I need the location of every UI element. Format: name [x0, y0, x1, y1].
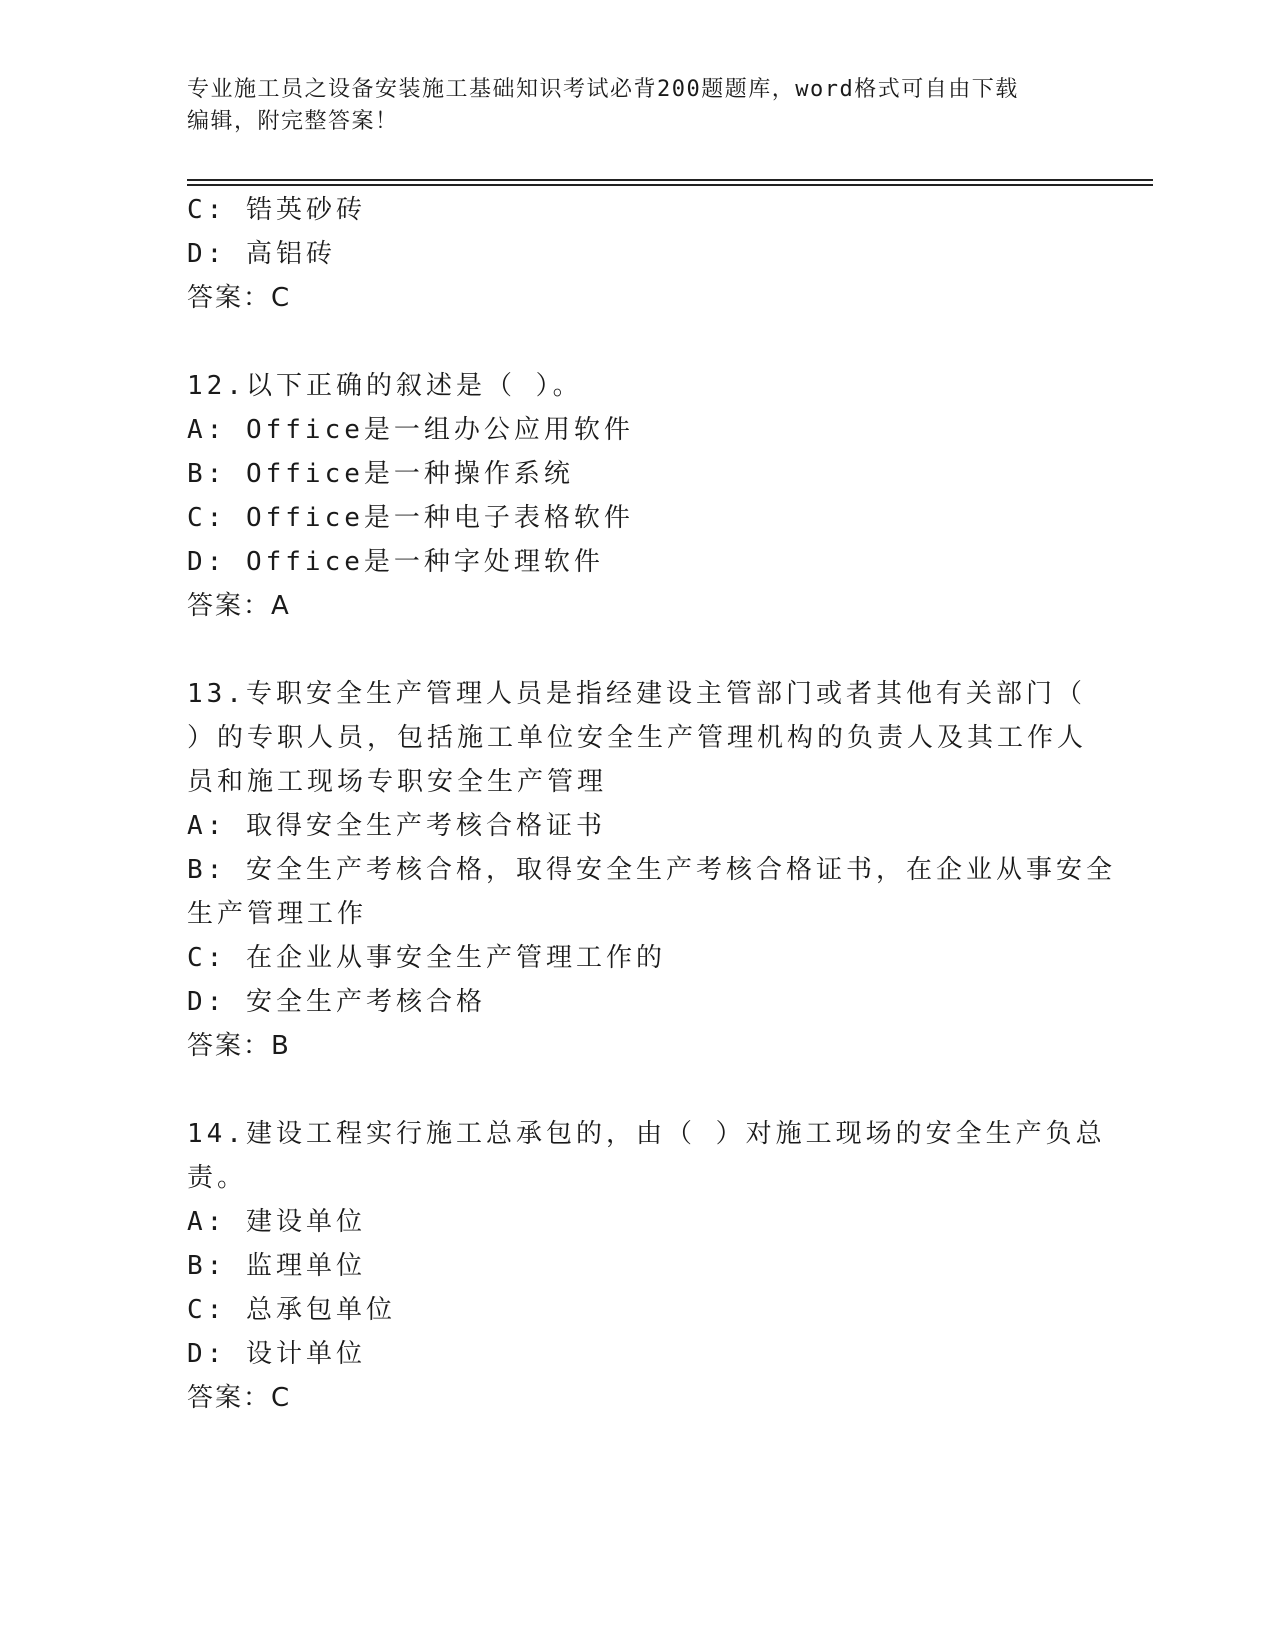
q12-answer: 答案：A [187, 591, 291, 621]
q13-option-a: A: 取得安全生产考核合格证书 [187, 811, 606, 841]
q13-stem-line-1: 13.专职安全生产管理人员是指经建设主管部门或者其他有关部门（ [187, 679, 1086, 709]
q12-option-a: A: Office是一组办公应用软件 [187, 415, 634, 445]
q14-stem-line-1: 14.建设工程实行施工总承包的，由（ ）对施工现场的安全生产负总 [187, 1119, 1106, 1149]
q13-option-d: D: 安全生产考核合格 [187, 987, 486, 1017]
q12-stem: 12.以下正确的叙述是（ ）。 [187, 371, 583, 401]
header-title-line-1: 专业施工员之设备安装施工基础知识考试必背200题题库，word格式可自由下载 [187, 77, 1019, 102]
q13-option-b-line-1: B: 安全生产考核合格，取得安全生产考核合格证书，在企业从事安全 [187, 855, 1116, 885]
q12-option-d: D: Office是一种字处理软件 [187, 547, 604, 577]
q13-option-c: C: 在企业从事安全生产管理工作的 [187, 943, 666, 973]
q13-answer: 答案：B [187, 1031, 291, 1061]
q13-stem-line-3: 员和施工现场专职安全生产管理 [187, 767, 608, 797]
q12-option-c: C: Office是一种电子表格软件 [187, 503, 634, 533]
document-header [187, 74, 1067, 138]
q14-stem-line-2: 责。 [187, 1163, 248, 1193]
q14-option-d: D: 设计单位 [187, 1339, 366, 1369]
q11-answer: 答案：C [187, 283, 292, 313]
q13-stem-line-2: ）的专职人员，包括施工单位安全生产管理机构的负责人及其工作人 [187, 723, 1088, 753]
q14-option-c: C: 总承包单位 [187, 1295, 396, 1325]
q14-answer: 答案：C [187, 1383, 292, 1413]
header-title-line-2: 编辑，附完整答案！ [187, 109, 399, 134]
q12-option-b: B: Office是一种操作系统 [187, 459, 574, 489]
q13-option-b-line-2: 生产管理工作 [187, 899, 368, 929]
header-divider-top [187, 179, 1153, 181]
q11-option-c: C: 锆英砂砖 [187, 195, 366, 225]
q11-option-d: D: 高铝砖 [187, 239, 336, 269]
q14-option-a: A: 建设单位 [187, 1207, 366, 1237]
q14-option-b: B: 监理单位 [187, 1251, 366, 1281]
header-divider-bottom [187, 184, 1153, 186]
